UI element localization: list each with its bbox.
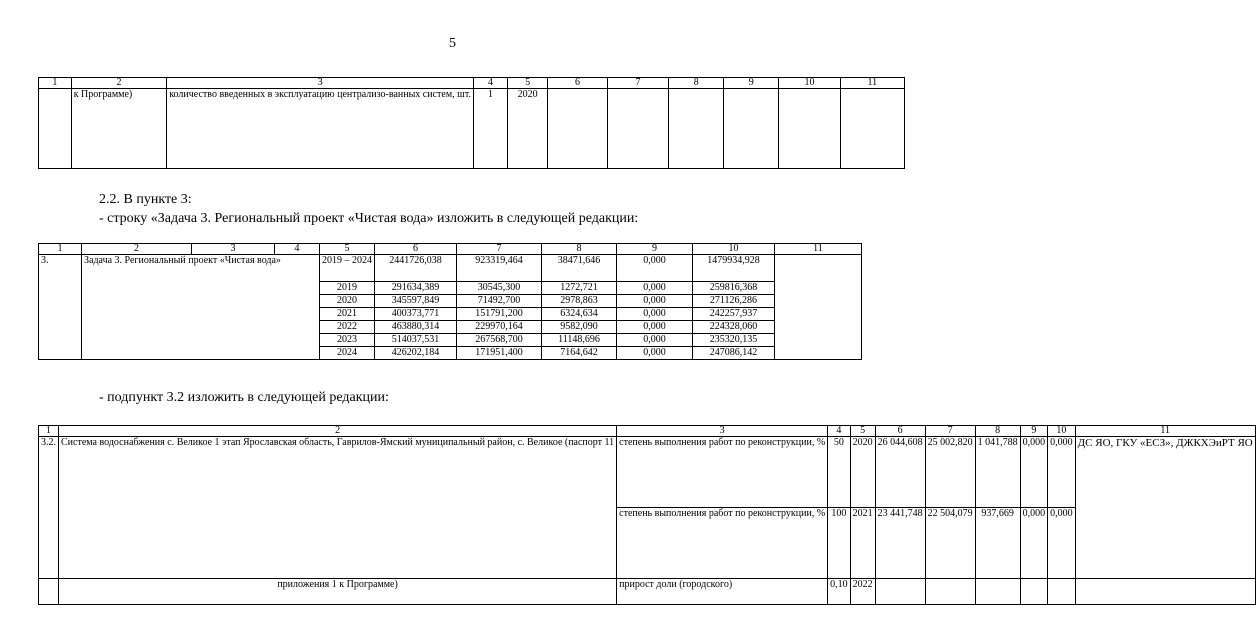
year-cell: 2022 — [850, 579, 875, 605]
col-header: 3 — [167, 78, 474, 89]
column-number-row — [39, 78, 905, 89]
paragraph-clause: 2.2. В пункте 3: — [99, 192, 192, 207]
value-cell: 259816,368 — [693, 282, 775, 295]
col-header: 6 — [548, 78, 608, 89]
value-cell: 400373,771 — [375, 308, 457, 321]
value-cell: 26 044,608 — [875, 437, 925, 508]
value-cell: 0,000 — [1020, 508, 1048, 579]
paragraph-instruction: - строку «Задача 3. Региональный проект «Чистая вода» изложить в следующей редакции: — [99, 211, 639, 226]
task-3-table — [38, 243, 862, 360]
value-cell: 1 041,788 — [975, 437, 1020, 508]
year-cell: 2019 — [320, 282, 375, 295]
paragraph-instruction: - подпункт 3.2 изложить в следующей редакции: — [99, 390, 389, 405]
value-cell: 271126,286 — [693, 295, 775, 308]
col-header: 5 — [850, 426, 875, 437]
col-header: 7 — [925, 426, 975, 437]
value-cell — [925, 579, 975, 605]
target-value: 100 — [828, 508, 851, 579]
table-cell — [775, 255, 862, 360]
col-header: 8 — [975, 426, 1020, 437]
table-row — [39, 579, 1256, 605]
page-number: 5 — [449, 36, 456, 51]
target-value: 50 — [828, 437, 851, 508]
value-cell — [875, 579, 925, 605]
indicator-cell: степень выполнения работ по реконструкции, % — [617, 437, 828, 508]
col-header: 4 — [828, 426, 851, 437]
value-cell: 267568,700 — [457, 334, 542, 347]
object-name: Система водоснабжения с. Великое 1 этап Ярославская область, Гаврилов-Ямский муниципальный район, с. Великое (паспорт 11 — [59, 437, 617, 579]
col-header: 1 — [39, 78, 72, 89]
value-cell: 426202,184 — [375, 347, 457, 360]
year-cell: 2021 — [320, 308, 375, 321]
col-header: 1 — [39, 244, 82, 255]
col-header: 4 — [474, 78, 508, 89]
col-header: 10 — [693, 244, 775, 255]
value-cell: 22 504,079 — [925, 508, 975, 579]
col-header: 2 — [71, 78, 167, 89]
year-cell: 2020 — [320, 295, 375, 308]
col-header: 11 — [1075, 426, 1255, 437]
year-cell: 2020 — [850, 437, 875, 508]
value-cell: 937,669 — [975, 508, 1020, 579]
table-cell — [548, 89, 608, 169]
col-header: 9 — [617, 244, 693, 255]
col-header: 7 — [457, 244, 542, 255]
value-cell: 71492,700 — [457, 295, 542, 308]
value-cell — [1048, 579, 1076, 605]
col-header: 7 — [607, 78, 669, 89]
col-header: 10 — [779, 78, 840, 89]
value-cell: 345597,849 — [375, 295, 457, 308]
col-header: 10 — [1048, 426, 1076, 437]
value-cell: 151791,200 — [457, 308, 542, 321]
col-header: 5 — [320, 244, 375, 255]
value-cell — [1020, 579, 1048, 605]
col-header: 5 — [508, 78, 548, 89]
value-cell: 514037,531 — [375, 334, 457, 347]
col-header: 6 — [875, 426, 925, 437]
value-cell: 7164,642 — [542, 347, 617, 360]
value-cell: 0,000 — [617, 295, 693, 308]
indicator-cell: прирост доли (городского) — [617, 579, 828, 605]
col-header: 6 — [375, 244, 457, 255]
value-cell: 242257,937 — [693, 308, 775, 321]
value-cell: 171951,400 — [457, 347, 542, 360]
col-header: 9 — [724, 78, 779, 89]
row-number — [39, 579, 59, 605]
table-cell — [669, 89, 724, 169]
value-cell: 0,000 — [1020, 437, 1048, 508]
value-cell: 291634,389 — [375, 282, 457, 295]
value-cell: 0,000 — [617, 255, 693, 282]
value-cell: 0,000 — [617, 282, 693, 295]
value-cell: 38471,646 — [542, 255, 617, 282]
subitem-3-2-table — [38, 425, 1256, 605]
year-cell: 2019 – 2024 — [320, 255, 375, 282]
value-cell: 247086,142 — [693, 347, 775, 360]
value-cell: 923319,464 — [457, 255, 542, 282]
table-cell — [607, 89, 669, 169]
value-cell: 0,000 — [1048, 437, 1076, 508]
table-cell: 1 — [474, 89, 508, 169]
task-title: Задача 3. Региональный проект «Чистая вода» — [82, 255, 320, 360]
target-value: 0,10 — [828, 579, 851, 605]
column-number-row — [39, 426, 1256, 437]
table-row — [39, 437, 1256, 508]
row-number: 3.2. — [39, 437, 59, 579]
value-cell: 1479934,928 — [693, 255, 775, 282]
indicator-cell: степень выполнения работ по реконструкции, % — [617, 508, 828, 579]
year-cell: 2022 — [320, 321, 375, 334]
table-row — [39, 255, 862, 282]
indicator-cell: количество введенных в эксплуатацию централизо-ванных систем, шт. — [167, 89, 474, 169]
value-cell: 1272,721 — [542, 282, 617, 295]
executors-cell: ДС ЯО, ГКУ «ЕСЗ», ДЖКХЭиРТ ЯО — [1075, 437, 1255, 579]
col-header: 8 — [542, 244, 617, 255]
table-row — [39, 89, 905, 169]
table-cell: 2020 — [508, 89, 548, 169]
value-cell: 11148,696 — [542, 334, 617, 347]
year-cell: 2024 — [320, 347, 375, 360]
table-cell: к Программе) — [71, 89, 167, 169]
col-header: 3 — [617, 426, 828, 437]
table-cell — [1075, 579, 1255, 605]
table-cell — [779, 89, 840, 169]
value-cell: 224328,060 — [693, 321, 775, 334]
value-cell: 6324,634 — [542, 308, 617, 321]
value-cell: 229970,164 — [457, 321, 542, 334]
object-name-cont: приложения 1 к Программе) — [59, 579, 617, 605]
col-header: 1 — [39, 426, 59, 437]
value-cell: 30545,300 — [457, 282, 542, 295]
value-cell: 9582,090 — [542, 321, 617, 334]
value-cell: 235320,135 — [693, 334, 775, 347]
col-header: 2 — [59, 426, 617, 437]
row-number: 3. — [39, 255, 82, 360]
value-cell: 463880,314 — [375, 321, 457, 334]
value-cell: 0,000 — [1048, 508, 1076, 579]
value-cell: 23 441,748 — [875, 508, 925, 579]
value-cell: 0,000 — [617, 334, 693, 347]
col-header: 11 — [840, 78, 904, 89]
value-cell: 2441726,038 — [375, 255, 457, 282]
value-cell: 0,000 — [617, 308, 693, 321]
col-header: 3 — [192, 244, 275, 255]
table-cell — [840, 89, 904, 169]
col-header: 11 — [775, 244, 862, 255]
col-header: 4 — [275, 244, 320, 255]
col-header: 2 — [82, 244, 192, 255]
value-cell: 0,000 — [617, 347, 693, 360]
year-cell: 2021 — [850, 508, 875, 579]
value-cell: 25 002,820 — [925, 437, 975, 508]
col-header: 8 — [669, 78, 724, 89]
col-header: 9 — [1020, 426, 1048, 437]
year-cell: 2023 — [320, 334, 375, 347]
value-cell: 2978,863 — [542, 295, 617, 308]
table-cell — [724, 89, 779, 169]
table-cell — [39, 89, 72, 169]
value-cell — [975, 579, 1020, 605]
continuation-table — [38, 77, 905, 169]
column-number-row — [39, 244, 862, 255]
value-cell: 0,000 — [617, 321, 693, 334]
